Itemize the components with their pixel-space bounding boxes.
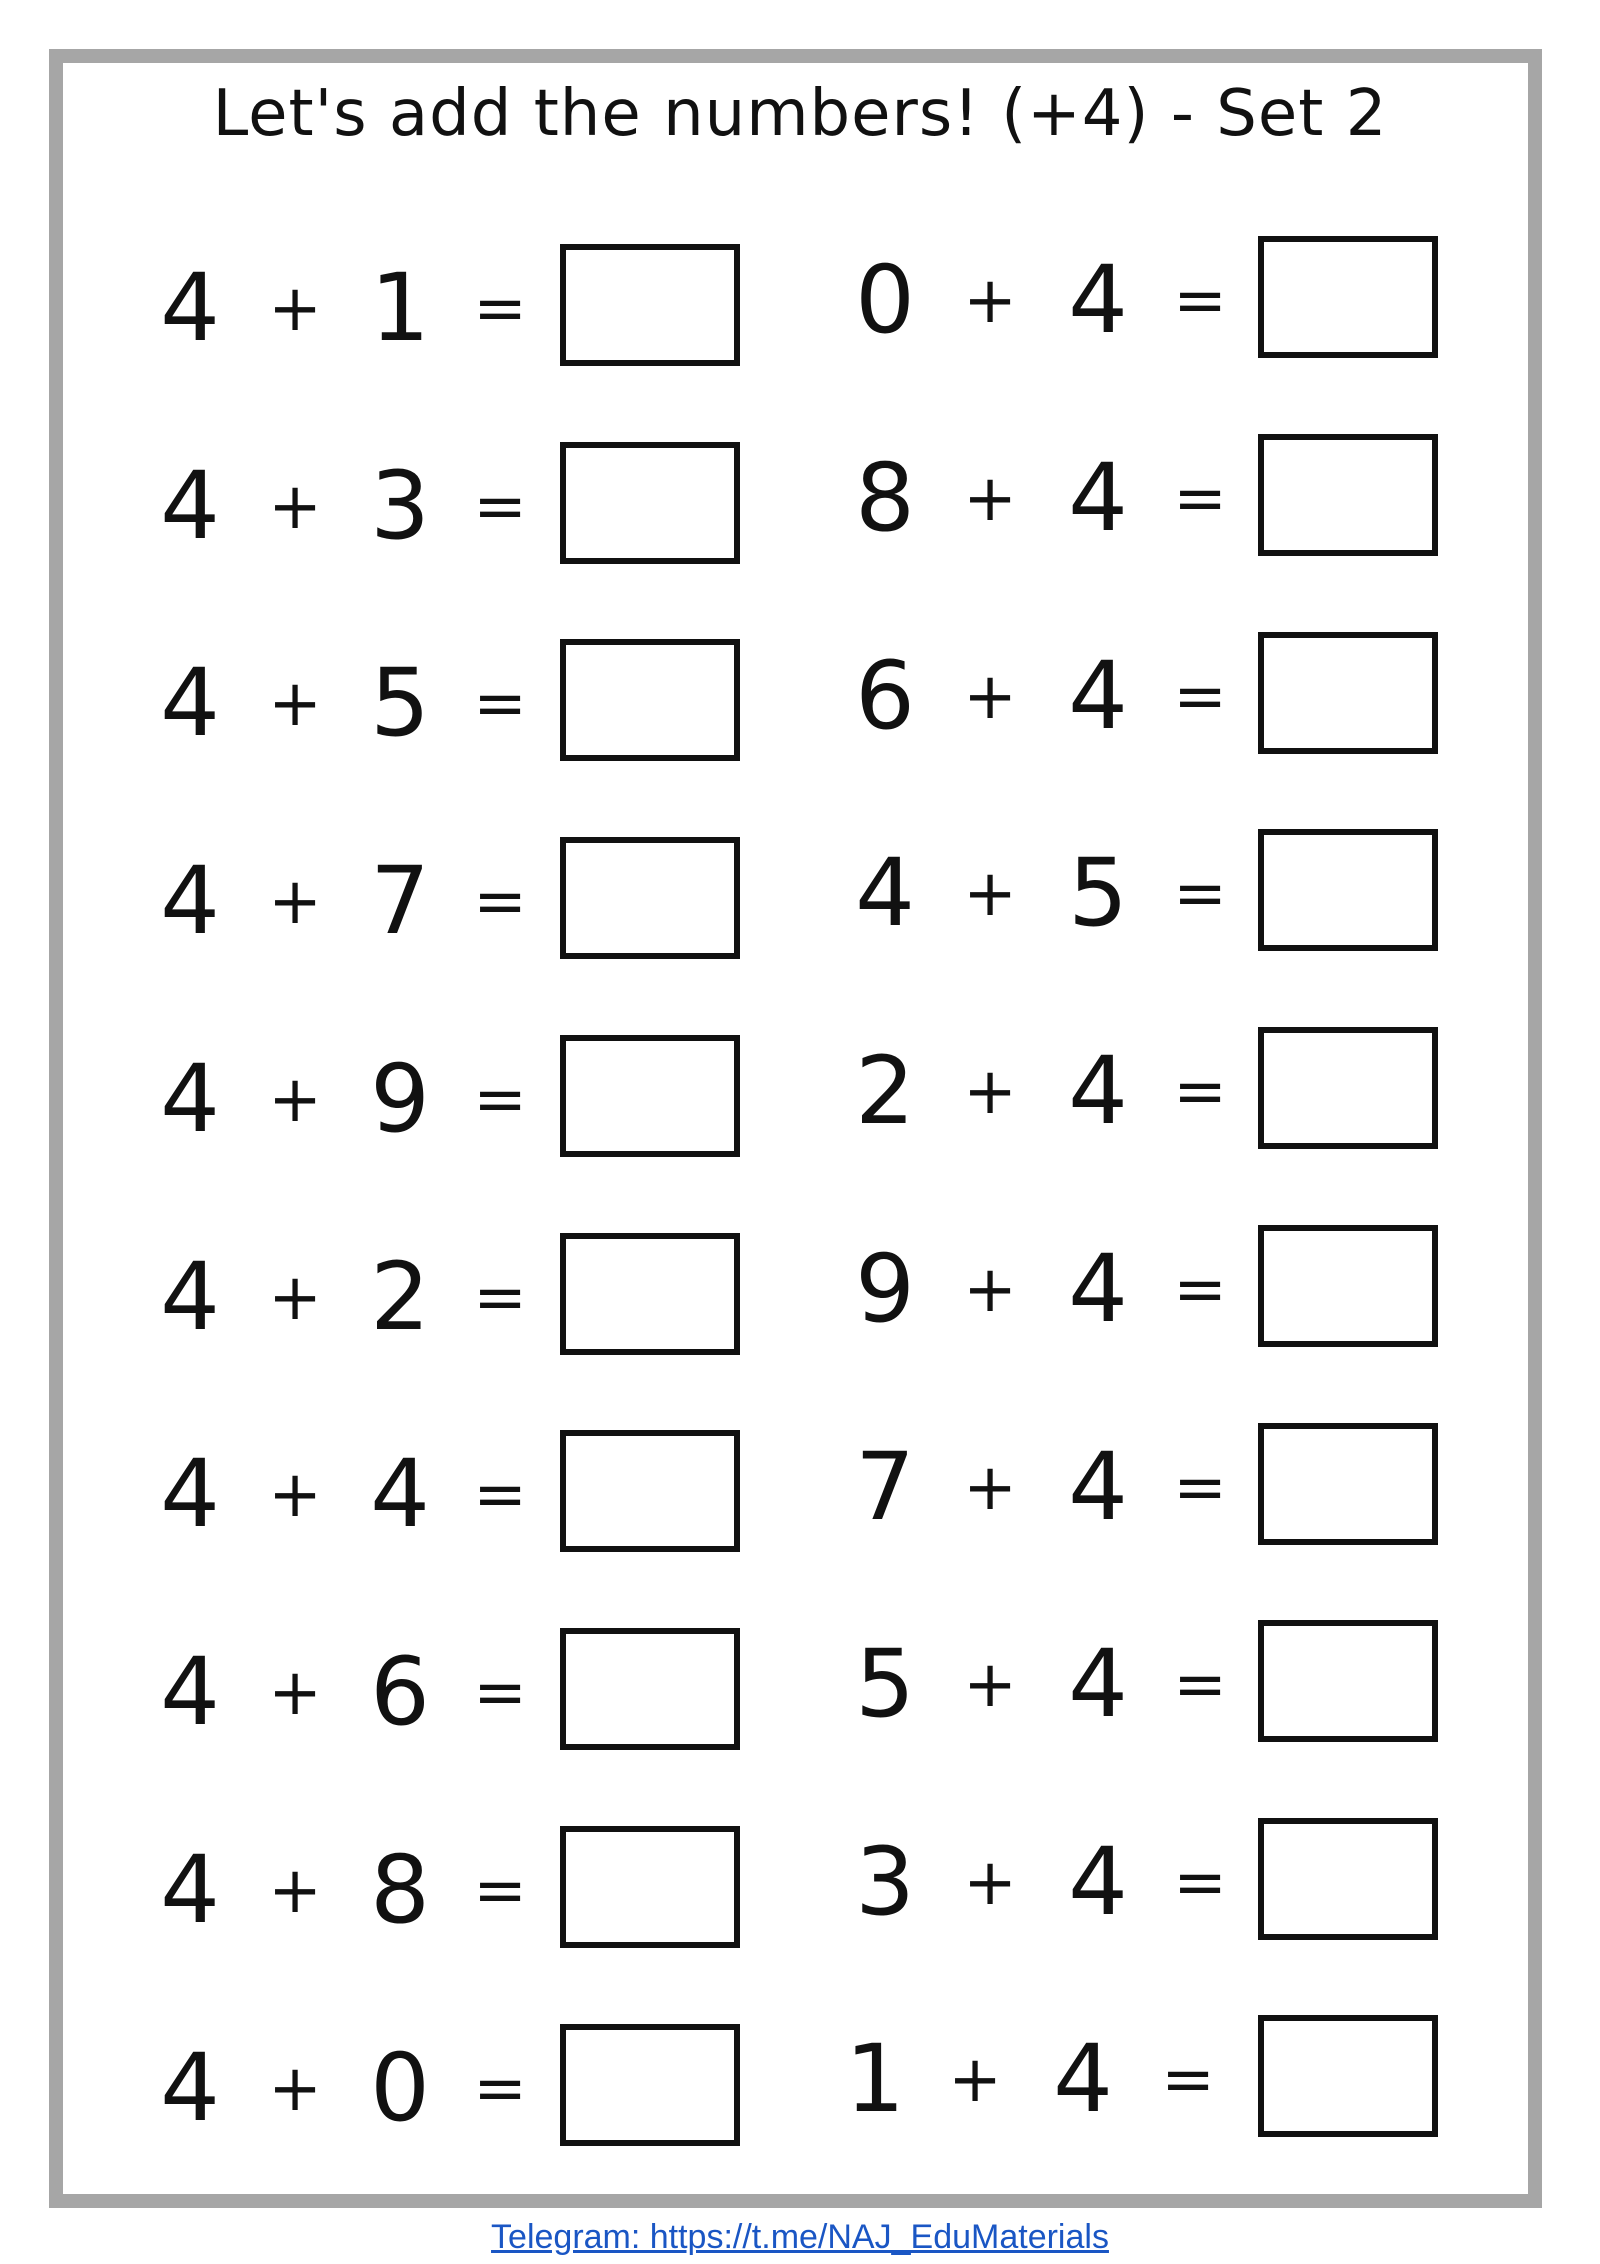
plus-sign: + <box>268 1854 322 1928</box>
addend-b: 4 <box>1053 2025 1113 2134</box>
addend-b: 7 <box>370 847 430 956</box>
plus-sign: + <box>963 660 1017 734</box>
equals-sign: = <box>1173 1451 1227 1525</box>
plus-sign: + <box>268 272 322 346</box>
answer-box[interactable] <box>560 2024 740 2146</box>
addend-a: 4 <box>855 839 915 948</box>
answer-box[interactable] <box>1258 632 1438 754</box>
plus-sign: + <box>268 2052 322 2126</box>
plus-sign: + <box>963 264 1017 338</box>
plus-sign: + <box>268 1063 322 1137</box>
equals-sign: = <box>473 1854 527 1928</box>
plus-sign: + <box>268 865 322 939</box>
answer-box[interactable] <box>1258 1423 1438 1545</box>
answer-box[interactable] <box>560 1826 740 1948</box>
addend-a: 6 <box>855 642 915 751</box>
addend-a: 4 <box>160 1836 220 1945</box>
addend-a: 4 <box>160 1440 220 1549</box>
plus-sign: + <box>963 1253 1017 1327</box>
plus-sign: + <box>268 667 322 741</box>
answer-box[interactable] <box>1258 434 1438 556</box>
addend-b: 4 <box>1068 444 1128 553</box>
answer-box[interactable] <box>1258 2015 1438 2137</box>
addend-a: 4 <box>160 2034 220 2143</box>
plus-sign: + <box>268 1261 322 1335</box>
plus-sign: + <box>963 462 1017 536</box>
addend-a: 9 <box>855 1235 915 1344</box>
addend-b: 4 <box>1068 1828 1128 1937</box>
addend-b: 4 <box>370 1440 430 1549</box>
equals-sign: = <box>1173 857 1227 931</box>
plus-sign: + <box>948 2043 1002 2117</box>
plus-sign: + <box>268 1656 322 1730</box>
equals-sign: = <box>1173 1253 1227 1327</box>
addend-b: 9 <box>370 1045 430 1154</box>
addend-b: 6 <box>370 1638 430 1747</box>
equals-sign: = <box>473 1261 527 1335</box>
equals-sign: = <box>473 1656 527 1730</box>
addend-a: 1 <box>845 2025 905 2134</box>
addend-b: 4 <box>1068 1037 1128 1146</box>
addend-b: 0 <box>370 2034 430 2143</box>
addend-a: 4 <box>160 649 220 758</box>
addend-a: 2 <box>855 1037 915 1146</box>
addend-a: 7 <box>855 1433 915 1542</box>
equals-sign: = <box>1173 1846 1227 1920</box>
plus-sign: + <box>963 1648 1017 1722</box>
equals-sign: = <box>473 272 527 346</box>
addend-b: 2 <box>370 1243 430 1352</box>
telegram-link[interactable]: Telegram: https://t.me/NAJ_EduMaterials <box>491 2218 1109 2256</box>
addend-a: 5 <box>855 1630 915 1739</box>
addend-b: 1 <box>370 254 430 363</box>
answer-box[interactable] <box>1258 236 1438 358</box>
equals-sign: = <box>473 865 527 939</box>
addend-b: 5 <box>1068 839 1128 948</box>
addend-b: 4 <box>1068 1235 1128 1344</box>
answer-box[interactable] <box>560 639 740 761</box>
addend-a: 4 <box>160 1638 220 1747</box>
addend-a: 4 <box>160 254 220 363</box>
equals-sign: = <box>473 667 527 741</box>
answer-box[interactable] <box>1258 1027 1438 1149</box>
answer-box[interactable] <box>560 1233 740 1355</box>
equals-sign: = <box>473 470 527 544</box>
addend-b: 8 <box>370 1836 430 1945</box>
addend-a: 4 <box>160 1045 220 1154</box>
addend-b: 4 <box>1068 1433 1128 1542</box>
addend-a: 4 <box>160 1243 220 1352</box>
answer-box[interactable] <box>1258 1818 1438 1940</box>
equals-sign: = <box>1173 264 1227 338</box>
addend-b: 3 <box>370 452 430 561</box>
answer-box[interactable] <box>1258 1225 1438 1347</box>
equals-sign: = <box>1161 2043 1215 2117</box>
answer-box[interactable] <box>560 442 740 564</box>
equals-sign: = <box>1173 462 1227 536</box>
answer-box[interactable] <box>560 837 740 959</box>
answer-box[interactable] <box>560 1430 740 1552</box>
addend-b: 4 <box>1068 1630 1128 1739</box>
plus-sign: + <box>963 857 1017 931</box>
plus-sign: + <box>963 1846 1017 1920</box>
addend-a: 8 <box>855 444 915 553</box>
addend-b: 5 <box>370 649 430 758</box>
answer-box[interactable] <box>1258 1620 1438 1742</box>
addend-b: 4 <box>1068 642 1128 751</box>
addend-a: 3 <box>855 1828 915 1937</box>
equals-sign: = <box>473 1063 527 1137</box>
answer-box[interactable] <box>560 1035 740 1157</box>
plus-sign: + <box>963 1055 1017 1129</box>
answer-box[interactable] <box>1258 829 1438 951</box>
equals-sign: = <box>473 1458 527 1532</box>
addend-b: 4 <box>1068 246 1128 355</box>
addend-a: 4 <box>160 452 220 561</box>
plus-sign: + <box>268 1458 322 1532</box>
equals-sign: = <box>1173 660 1227 734</box>
worksheet-title: Let's add the numbers! (+4) - Set 2 <box>212 77 1388 151</box>
equals-sign: = <box>1173 1648 1227 1722</box>
addend-a: 4 <box>160 847 220 956</box>
answer-box[interactable] <box>560 244 740 366</box>
equals-sign: = <box>473 2052 527 2126</box>
answer-box[interactable] <box>560 1628 740 1750</box>
equals-sign: = <box>1173 1055 1227 1129</box>
plus-sign: + <box>268 470 322 544</box>
addend-a: 0 <box>855 246 915 355</box>
plus-sign: + <box>963 1451 1017 1525</box>
